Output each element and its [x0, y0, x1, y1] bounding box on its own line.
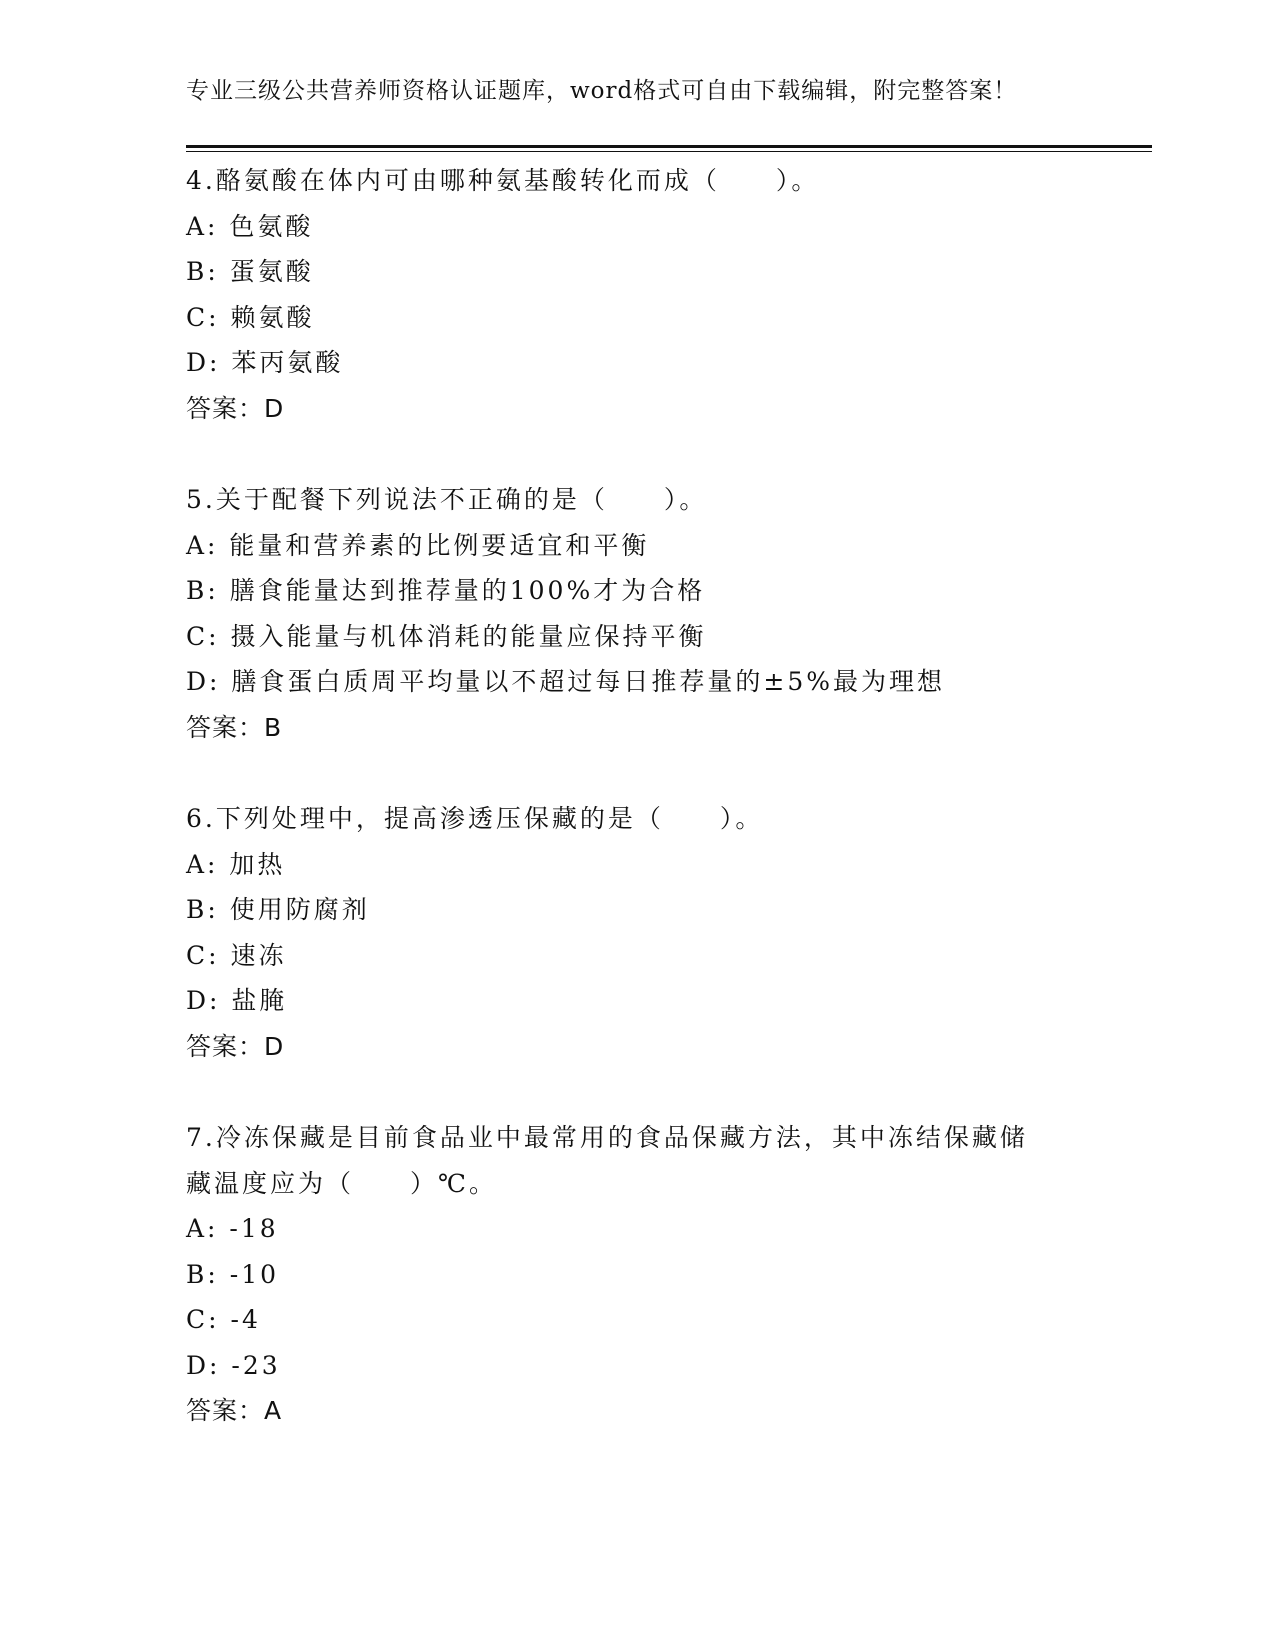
question-5 [186, 477, 1146, 750]
question-stem-line-1: 7.冷冻保藏是目前食品业中最常用的食品保藏方法，其中冻结保藏储 [186, 1123, 1028, 1152]
page-header: 专业三级公共营养师资格认证题库，word格式可自由下载编辑，附完整答案！ [186, 78, 1018, 104]
question-stem: 6.下列处理中，提高渗透压保藏的是（ ）。 [186, 804, 764, 833]
question-4 [186, 158, 1146, 431]
question-stem: 4.酪氨酸在体内可由哪种氨基酸转化而成（ ）。 [186, 166, 820, 195]
answer-label: 答案：B [186, 712, 283, 742]
option-b: B: -10 [186, 1259, 279, 1289]
option-a: A: -18 [186, 1214, 279, 1243]
option-c: C: 摄入能量与机体消耗的能量应保持平衡 [186, 621, 707, 651]
option-b: B: 蛋氨酸 [186, 257, 314, 286]
answer-label: 答案：D [186, 393, 285, 423]
question-6 [186, 796, 1146, 1069]
option-a: A: 色氨酸 [186, 211, 314, 241]
option-d: D: 膳食蛋白质周平均量以不超过每日推荐量的±5%最为理想 [186, 667, 946, 696]
option-c: C: 速冻 [186, 940, 287, 970]
question-stem: 5.关于配餐下列说法不正确的是（ ）。 [186, 485, 708, 514]
option-d: D: 苯丙氨酸 [186, 348, 344, 377]
option-d: D: 盐腌 [186, 986, 288, 1015]
option-a: A: 能量和营养素的比例要适宜和平衡 [186, 530, 650, 560]
question-stem-line-2: 藏温度应为（ ）℃。 [186, 1168, 497, 1198]
option-c: C: 赖氨酸 [186, 302, 315, 332]
question-7 [186, 1115, 1146, 1434]
option-a: A: 加热 [186, 849, 286, 879]
header-rule-thin [186, 151, 1152, 152]
header-rule-thick [186, 145, 1152, 148]
answer-label: 答案：D [186, 1031, 285, 1061]
option-c: C: -4 [186, 1305, 261, 1334]
question-list [186, 158, 1146, 1480]
option-d: D: -23 [186, 1350, 281, 1380]
answer-label: 答案：A [186, 1396, 283, 1425]
option-b: B: 使用防腐剂 [186, 895, 370, 924]
option-b: B: 膳食能量达到推荐量的100%才为合格 [186, 576, 706, 605]
